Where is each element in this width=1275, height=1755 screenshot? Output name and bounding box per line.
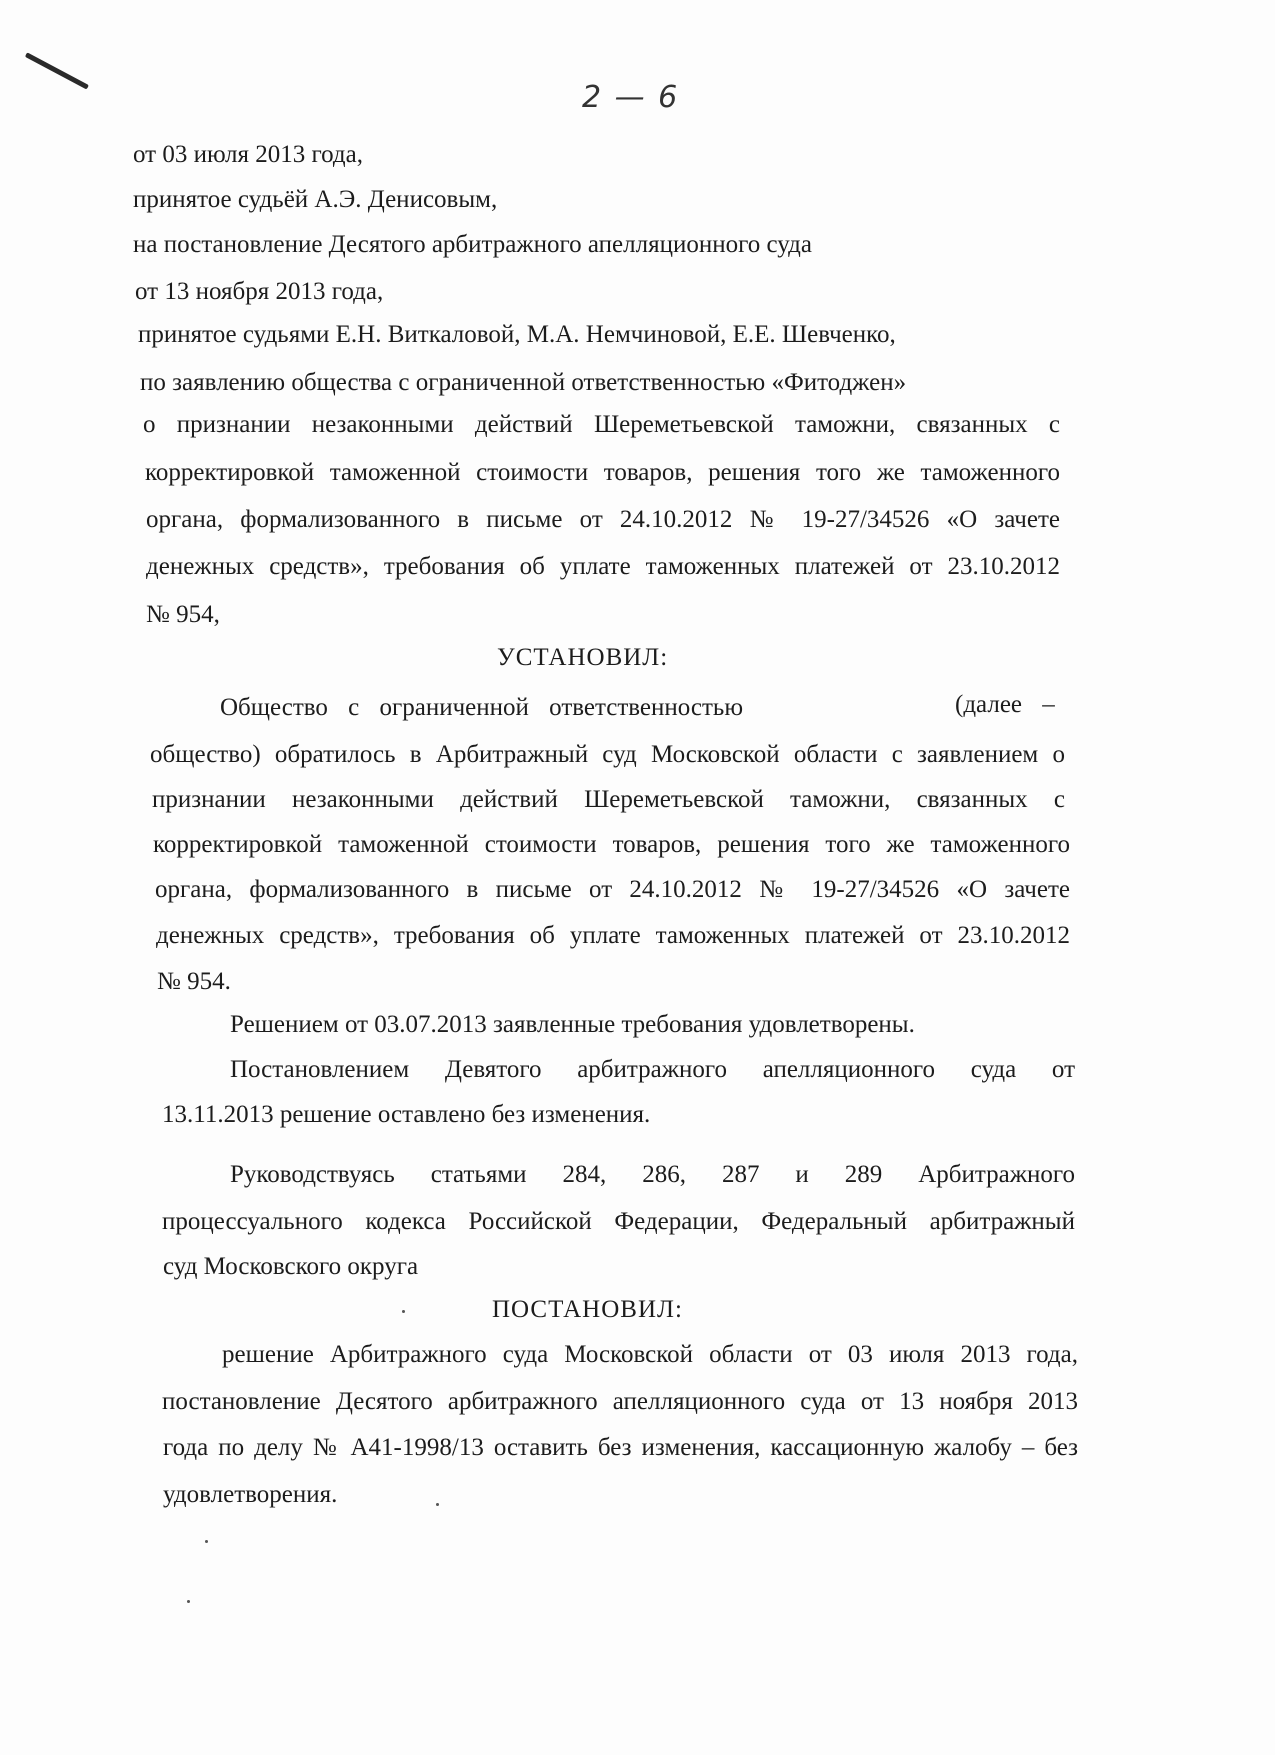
established-line-2: общество) обратилось в Арбитражный суд Московской области с заявлением о [150,741,1065,768]
established-line-3: признании незаконными действий Шереметьевской таможни, связанных с [152,786,1065,813]
established-line-1a: Общество с ограниченной ответственностью [220,694,743,721]
established-line-4: корректировкой таможенной стоимости товаров, решения того же таможенного [153,831,1070,858]
guided-line-2: процессуального кодекса Российской Федерации, Федеральный арбитражный [162,1208,1075,1235]
intro-line-10: денежных средств», требования об уплате таможенных платежей от 23.10.2012 [146,553,1060,580]
established-line-6: денежных средств», требования об уплате таможенных платежей от 23.10.2012 [156,922,1070,949]
heading-resolved: ПОСТАНОВИЛ: [492,1296,683,1323]
decision-line-3: 13.11.2013 решение оставлено без изменения. [162,1101,651,1128]
intro-line-2: принятое судьёй А.Э. Денисовым, [133,186,498,213]
resolved-line-1: решение Арбитражного суда Московской области от 03 июля 2013 года, [222,1341,1078,1368]
intro-line-8: корректировкой таможенной стоимости товаров, решения того же таможенного [145,459,1060,486]
intro-line-3: на постановление Десятого арбитражного апелляционного суда [133,231,812,258]
heading-established: УСТАНОВИЛ: [497,644,669,671]
guided-line-1: Руководствуясь статьями 284, 286, 287 и 289 Арбитражного [230,1161,1075,1188]
intro-line-7: о признании незаконными действий Шереметьевской таможни, связанных с [143,411,1060,438]
scan-speck [187,1600,190,1603]
established-line-1b: (далее – [955,691,1055,718]
established-line-5: органа, формализованного в письме от 24.10.2012 № 19-27/34526 «О зачете [155,876,1070,903]
intro-line-9: органа, формализованного в письме от 24.10.2012 № 19-27/34526 «О зачете [146,506,1060,533]
established-line-7: № 954. [157,968,231,995]
scan-speck [402,1310,405,1313]
decision-line-1: Решением от 03.07.2013 заявленные требования удовлетворены. [230,1011,915,1038]
resolved-line-3: года по делу № А41-1998/13 оставить без изменения, кассационную жалобу – без [163,1434,1078,1461]
guided-line-3: суд Московского округа [163,1253,419,1280]
scan-speck [205,1540,208,1543]
decision-line-2: Постановлением Девятого арбитражного апелляционного суда от [230,1056,1075,1083]
resolved-line-2: постановление Десятого арбитражного апелляционного суда от 13 ноября 2013 [162,1388,1078,1415]
handwritten-page-number: 2 — 6 [582,80,680,115]
pen-stroke-mark [25,52,89,89]
intro-line-5: принятое судьями Е.Н. Виткаловой, М.А. Немчиновой, Е.Е. Шевченко, [138,321,896,348]
intro-line-4: от 13 ноября 2013 года, [135,278,384,305]
intro-line-1: от 03 июля 2013 года, [133,141,363,168]
scan-speck [436,1503,439,1506]
intro-line-11: № 954, [146,601,220,628]
intro-line-6: по заявлению общества с ограниченной ответственностью «Фитоджен» [140,369,907,396]
resolved-line-4: удовлетворения. [163,1481,338,1508]
